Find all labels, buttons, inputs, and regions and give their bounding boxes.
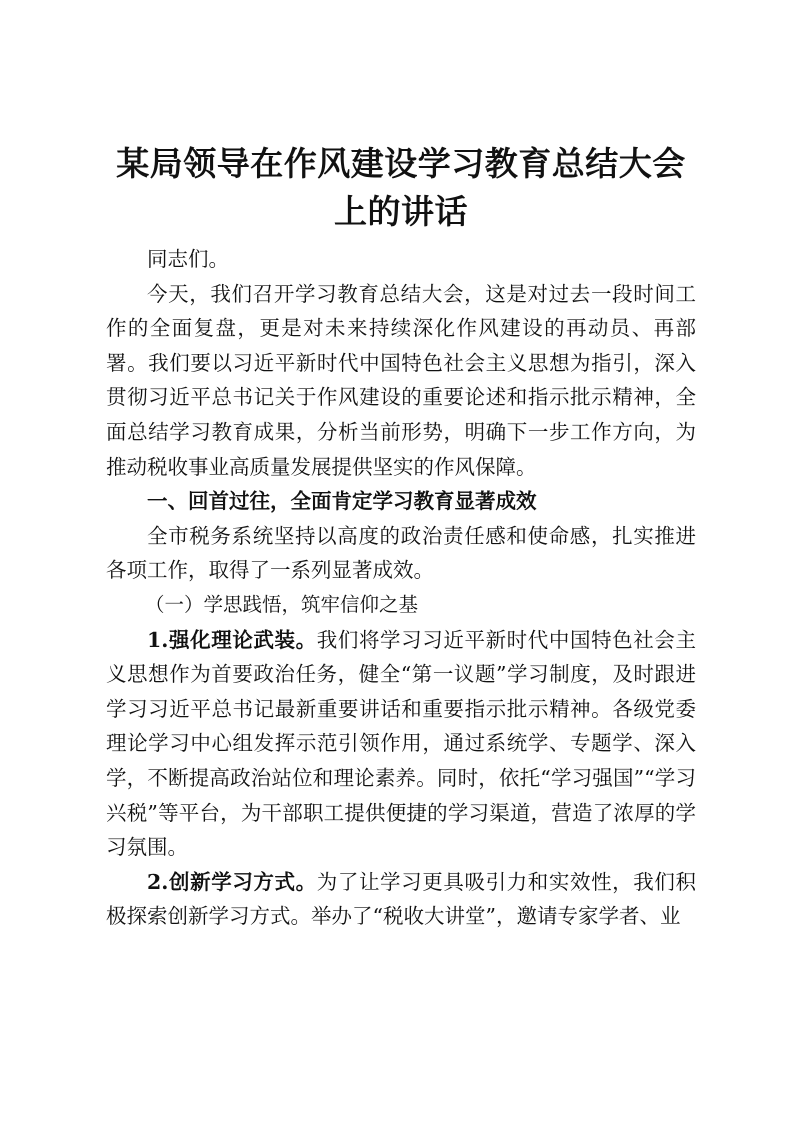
- item-lead-1: 1.强化理论武装。: [147, 627, 317, 652]
- section-heading: 一、回首过往，全面肯定学习教育显著成效: [147, 489, 537, 514]
- item-paragraph-1: [106, 623, 696, 865]
- item-paragraph-2: [106, 865, 696, 934]
- item-body-1: 我们将学习习近平新时代中国特色社会主义思想作为首要政治任务，健全“第一议题”学习制度，及时跟进学习习近平总书记最新重要讲话和重要指示批示精神。各级党委理论学习中心组发挥示范引领作用，通过系统学、专题学、深入学，不断提高政治站位和理论素养。同时，依托“学习强国”“学习兴税”等平台，为干部职工提供便捷的学习渠道，营造了浓厚的学习氛围。: [106, 627, 696, 860]
- section-intro-paragraph: 全市税务系统坚持以高度的政治责任感和使命感，扎实推进各项工作，取得了一系列显著成效。: [106, 523, 696, 583]
- item-lead-2: 2.创新学习方式。: [147, 869, 317, 894]
- intro-paragraph: 今天，我们召开学习教育总结大会，这是对过去一段时间工作的全面复盘，更是对未来持续深化作风建设的再动员、再部署。我们要以习近平新时代中国特色社会主义思想为指引，深入贯彻习近平总书记关于作风建设的重要论述和指示批示精神，全面总结学习教育成果，分析当前形势，明确下一步工作方向，为推动税收事业高质量发展提供坚实的作风保障。: [106, 281, 696, 479]
- subsection-heading: （一）学思践悟，筑牢信仰之基: [145, 592, 419, 616]
- greeting-paragraph: 同志们。: [147, 247, 229, 271]
- item-body-2: 为了让学习更具吸引力和实效性，我们积极探索创新学习方式。举办了“税收大讲堂”，邀请专家学者、业: [106, 869, 696, 929]
- document-page: [106, 140, 696, 934]
- document-title: 某局领导在作风建设学习教育总结大会上的讲话: [116, 144, 686, 231]
